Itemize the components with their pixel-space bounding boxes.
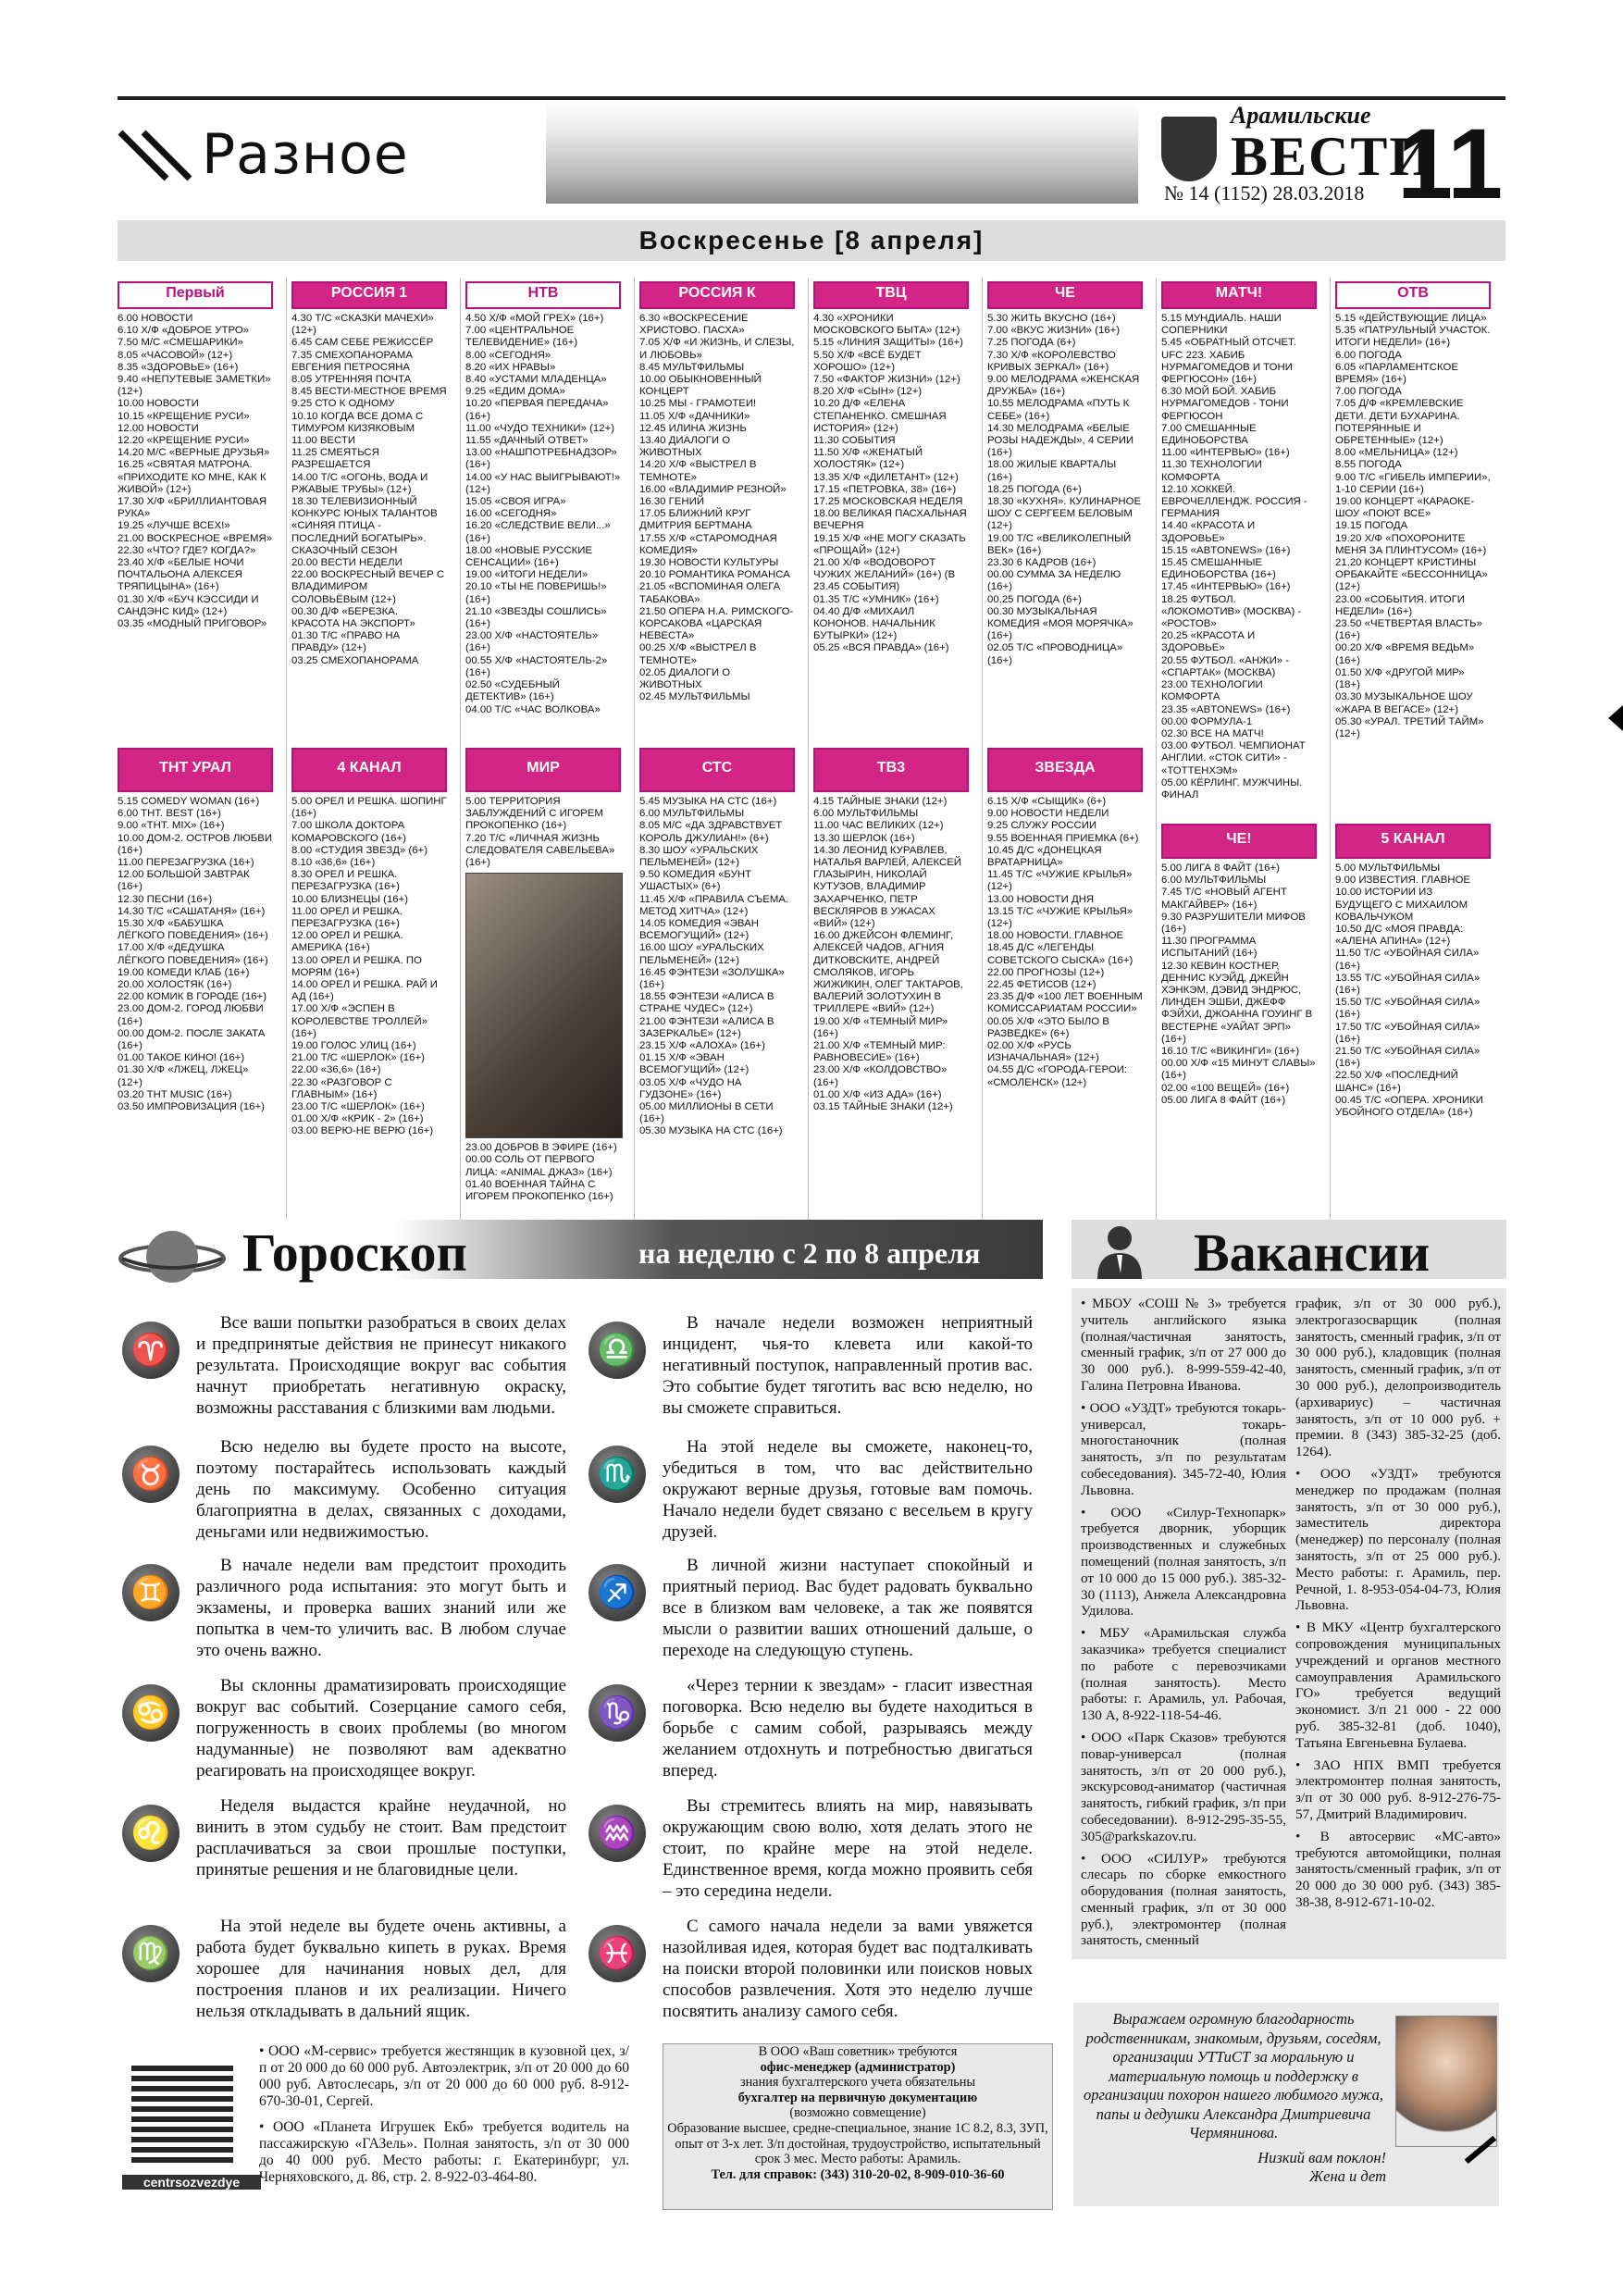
ad-line: офис-менеджер (администратор) [760, 2059, 956, 2075]
horoscope-libra-text: В начале недели возможен неприятный инцидент, чья-то клевета или какой-то негативный поступок, направленный против вас. Это событие будет тяготить вас всю неделю, но вы сможете справиться. [663, 1313, 1033, 1418]
channel-logo: 5 КАНАЛ [1335, 824, 1491, 859]
channel-logo: СТС [639, 748, 795, 792]
channel-logo: ЧЕ [987, 281, 1143, 309]
ad-vash-sovetnik [663, 2043, 1053, 2210]
channel-programs: 4.15 ТАЙНЫЕ ЗНАКИ (12+) 6.00 МУЛЬТФИЛЬМЫ 11.00 ЧАС ВЕЛИКИХ (12+) 13.30 ШЕРЛОК (16+) 14.30 ЛЕОНИД КУРАВЛЕВ, НАТАЛЬЯ ВАРЛЕЙ, АЛЕКСЕЙ ГЛАЗЫРИН, НИКОЛАЙ КУТУЗОВ, ВЛАДИМИР ЗАХАРЧЕНКО, ПЕТР ВЕСКЛЯРОВ В УЖАСАХ «ВИЙ» (12+) 16.00 ДЖЕЙСОН ФЛЕМИНГ, АЛЕКСЕЙ ЧАДОВ, АГНИЯ ДИТКОВСКИТЕ, АНДРЕЙ СМОЛЯКОВ, ИГОРЬ ЖИЖИКИН, ОЛЕГ ТАКТАРОВ, ВАЛЕРИЙ ЗОЛОТУХИН В ТРИЛЛЕРЕ «ВИЙ» (12+) 19.00 Х/Ф «ТЕМНЫЙ МИР» (16+) 21.00 Х/Ф «ТЕМНЫЙ МИР: РАВНОВЕСИЕ» (16+) 23.00 Х/Ф «КОЛДОВСТВО» (16+) 01.00 Х/Ф «ИЗ АДА» (16+) 03.15 ТАЙНЫЕ ЗНАКИ (12+) [813, 796, 963, 1113]
qr-label: centrsozvezdye [122, 2175, 261, 2190]
vacancy-item: • ООО «УЗДТ» требуются менеджер по продажам (полная занятость, з/п от 30 000 руб.), заместитель директора (менеджер) по персоналу (полная занятость, з/п от 25 000 руб.). Место работы: г. Арамиль, пер. Речной, 1. 8-953-054-04-73, Юлия Львовна. [1295, 1465, 1501, 1614]
channel-15 [1161, 824, 1317, 1224]
leo-icon: ♌ [122, 1805, 180, 1862]
column-divider [808, 278, 809, 1222]
channel-programs: 6.30 «ВОСКРЕСЕНИЕ ХРИСТОВО. ПАСХА» 7.05 Х/Ф «И ЖИЗНЬ, И СЛЕЗЫ, И ЛЮБОВЬ» 8.45 МУЛЬТФИЛЬМЫ 10.00 ОБЫКНОВЕННЫЙ КОНЦЕРТ 10.25 МЫ - ГРАМОТЕИ! 11.05 Х/Ф «ДАЧНИКИ» 12.45 ИЛИНА ЖИЗНЬ 13.40 ДИАЛОГИ О ЖИВОТНЫХ 14.20 Х/Ф «ВЫСТРЕЛ В ТЕМНОТЕ» 16.00 «ВЛАДИМИР РЕЗНОЙ» 16.30 ГЕНИЙ 17.05 БЛИЖНИЙ КРУГ ДМИТРИЯ БЕРТМАНА 17.55 Х/Ф «СТАРОМОДНАЯ КОМЕДИЯ» 19.30 НОВОСТИ КУЛЬТУРЫ 20.10 РОМАНТИКА РОМАНСА 21.05 «ВСПОМИНАЯ ОЛЕГА ТАБАКОВА» 21.50 ОПЕРА Н.А. РИМСКОГО-КОРСАКОВА «ЦАРСКАЯ НЕВЕСТА» 00.25 Х/Ф «ВЫСТРЕЛ В ТЕМНОТЕ» 02.05 ДИАЛОГИ О ЖИВОТНЫХ 02.45 МУЛЬТФИЛЬМЫ [639, 313, 795, 703]
horoscope-pisces-text: С самого начала недели за вами увяжется назойливая идея, которая будет вас подталкивать на поиски второй половинки или поисков новых способов развлечения. Хотя это неделю лучше посвятить анализу самого себя. [663, 1917, 1033, 2021]
channel-12 [639, 748, 795, 1224]
column-divider [1156, 278, 1157, 1222]
channel-3 [465, 281, 621, 744]
column-divider [286, 278, 287, 1222]
header-town-photo [546, 102, 1138, 204]
channel-programs: 5.15 МУНДИАЛЬ. НАШИ СОПЕРНИКИ 5.45 «ОБРАТНЫЙ ОТСЧЕТ. UFC 223. ХАБИБ НУРМАГОМЕДОВ И ТОНИ ФЕРГЮСОН» (16+) 6.30 МОЙ БОЙ. ХАБИБ НУРМАГОМЕДОВ - ТОНИ ФЕРГЮСОН 7.00 СМЕШАННЫЕ ЕДИНОБОРСТВА 11.00 «ИНТЕРВЬЮ» (16+) 11.30 ТЕХНОЛОГИИ КОМФОРТА 12.10 ХОККЕЙ. ЕВРОЧЕЛЛЕНДЖ. РОССИЯ - ГЕРМАНИЯ 14.40 «КРАСОТА И ЗДОРОВЬЕ» 15.15 «ABTONEWS» (16+) 15.45 СМЕШАННЫЕ ЕДИНОБОРСТВА (16+) 17.45 «ИНТЕРВЬЮ» (16+) 18.25 ФУТБОЛ. «ЛОКОМОТИВ» (МОСКВА) - «РОСТОВ» 20.25 «КРАСОТА И ЗДОРОВЬЕ» 20.55 ФУТБОЛ. «АНЖИ» - «СПАРТАК» (МОСКВА) 23.00 ТЕХНОЛОГИИ КОМФОРТА 23.35 «ABTONEWS» (16+) 00.00 ФОРМУЛА-1 02.30 ВСЕ НА МАТЧ! 03.00 ФУТБОЛ. ЧЕМПИОНАТ АНГЛИИ. «СТОК СИТИ» - «ТОТТЕНХЭМ» 05.00 КЁРЛИНГ. МУЖЧИНЫ. ФИНАЛ [1161, 313, 1307, 800]
town-emblem-icon [1161, 117, 1217, 181]
libra-icon: ♎ [588, 1322, 646, 1379]
vacancies-title: Вакансии [1194, 1222, 1431, 1283]
condolence-text [1081, 2010, 1386, 2187]
channel-programs: 5.45 МУЗЫКА НА СТС (16+) 6.00 МУЛЬТФИЛЬМЫ 8.05 М/С «ДА ЗДРАВСТВУЕТ КОРОЛЬ ДЖУЛИАН!» (6+) 8.30 ШОУ «УРАЛЬСКИХ ПЕЛЬМЕНЕЙ» (12+) 9.50 КОМЕДИЯ «БУНТ УШАСТЫХ» (6+) 11.45 Х/Ф «ПРАВИЛА СЪЕМА. МЕТОД ХИТЧА» (12+) 14.05 КОМЕДИЯ «ЭВАН ВСЕМОГУЩИЙ» (12+) 16.00 ШОУ «УРАЛЬСКИХ ПЕЛЬМЕНЕЙ» (12+) 16.45 ФЭНТЕЗИ «ЗОЛУШКА» (16+) 18.55 ФЭНТЕЗИ «АЛИСА В СТРАНЕ ЧУДЕС» (12+) 21.00 ФЭНТЕЗИ «АЛИСА В ЗАЗЕРКАЛЬЕ» (12+) 23.15 Х/Ф «АЛОХА» (16+) 01.15 Х/Ф «ЭВАН ВСЕМОГУЩИЙ» (12+) 03.05 Х/Ф «ЧУДО НА ГУДЗОНЕ» (16+) 05.00 МИЛЛИОНЫ В СЕТИ (16+) 05.30 МУЗЫКА НА СТС (16+) [639, 796, 789, 1137]
channel-programs: 4.30 «ХРОНИКИ МОСКОВСКОГО БЫТА» (12+) 5.15 «ЛИНИЯ ЗАЩИТЫ» (16+) 5.50 Х/Ф «ВСЁ БУДЕТ ХОРОШО» (12+) 7.50 «ФАКТОР ЖИЗНИ» (12+) 8.20 Х/Ф «СЫН» (12+) 10.20 Д/Ф «ЕЛЕНА СТЕПАНЕНКО. СМЕШНАЯ ИСТОРИЯ» (12+) 11.30 СОБЫТИЯ 11.50 Х/Ф «ЖЕНАТЫЙ ХОЛОСТЯК» (12+) 13.35 Х/Ф «ДИЛЕТАНТ» (12+) 17.15 «ПЕТРОВКА, 38» (16+) 17.25 МОСКОВСКАЯ НЕДЕЛЯ 18.00 ВЕЛИКАЯ ПАСХАЛЬНАЯ ВЕЧЕРНЯ 19.15 Х/Ф «НЕ МОГУ СКАЗАТЬ «ПРОЩАЙ» (12+) 21.00 Х/Ф «ВОДОВОРОТ ЧУЖИХ ЖЕЛАНИЙ» (16+) (В 23.45 СОБЫТИЯ) 01.35 Т/С «УМНИК» (16+) 04.40 Д/Ф «МИХАИЛ КОНОНОВ. НАЧАЛЬНИК БУТЫРКИ» (12+) 05.25 «ВСЯ ПРАВДА» (16+) [813, 313, 967, 654]
issue-info: № 14 (1152) 28.03.2018 [1164, 181, 1365, 205]
channel-programs: 5.00 ТЕРРИТОРИЯ ЗАБЛУЖДЕНИЙ С ИГОРЕМ ПРОКОПЕНКО (16+) 7.20 Т/С «ЛИЧНАЯ ЖИЗНЬ СЛЕДОВАТЕЛЯ САВЕЛЬЕВА» (16+) [465, 796, 615, 869]
vacancy-item: • ООО «СИЛУР» требуются слесарь по сборке емкостного оборудования (полная занятость, сменный график, з/п от 30 000 руб.), электромонтер (полная занятость, сменный [1081, 1850, 1286, 1949]
horoscope-title: Гороскоп [242, 1222, 467, 1283]
channel-8 [1335, 281, 1491, 818]
channel-programs: 5.30 ЖИТЬ ВКУСНО (16+) 7.00 «ВКУС ЖИЗНИ» (16+) 7.25 ПОГОДА (6+) 7.30 Х/Ф «КОРОЛЕВСТВО КРИВЫХ ЗЕРКАЛ» (16+) 9.00 МЕЛОДРАМА «ЖЕНСКАЯ ДРУЖБА» (16+) 10.55 МЕЛОДРАМА «ПУТЬ К СЕБЕ» (16+) 14.30 МЕЛОДРАМА «БЕЛЫЕ РОЗЫ НАДЕЖДЫ», 4 СЕРИИ (16+) 18.00 ЖИЛЫЕ КВАРТАЛЫ (16+) 18.25 ПОГОДА (6+) 18.30 «КУХНЯ». КУЛИНАРНОЕ ШОУ С СЕРГЕЕМ БЕЛОВЫМ (12+) 19.00 Т/С «ВЕЛИКОЛЕПНЫЙ ВЕК» (16+) 23.30 6 КАДРОВ (16+) 00.00 СУММА ЗА НЕДЕЛЮ (16+) 00.25 ПОГОДА (6+) 00.30 МУЗЫКАЛЬНАЯ КОМЕДИЯ «МОЯ МОРЯЧКА» (16+) 02.05 Т/С «ПРОВОДНИЦА» (16+) [987, 313, 1142, 666]
channel-1 [118, 281, 273, 744]
aries-icon: ♈ [122, 1322, 180, 1379]
horoscope-cancer-text: Вы склонны драматизировать происходящие вокруг вас событий. Созерцание самого себя, погруженность в своих проблемы (во многом надуманные) не позволяют вам адекватно реагировать на происходящее вокруг. [196, 1676, 566, 1781]
vacancy-item: • ООО «УЗДТ» требуются токарь-универсал, токарь-многостаночник (полная занятость, з/п по результатам собеседования). 345-72-40, Юлия Львовна. [1081, 1399, 1286, 1498]
ad-planeta-igrushek: • ООО «Планета Игрушек Екб» требуется водитель на пассажирскую «ГАЗель». Полная занятость, з/п от 30 000 до 40 000 руб. Место работы: г. Екатеринбург, ул. Черняховского, д. 86, стр. 2. 8-922-03-464-80. [259, 2119, 629, 2185]
horoscope-subtitle: на неделю с 2 по 8 апреля [638, 1236, 981, 1270]
condolence-sign: Жена и дет [1309, 2167, 1386, 2185]
channel-13 [813, 748, 969, 1224]
channel-logo: МИР [465, 748, 621, 792]
horoscope-virgo-text: На этой неделе вы будете очень активны, а работа будет буквально кипеть в руках. Время хорошее для начинания новых дел, для построения планов и их реализации. Ничего нельзя откладывать в дальний ящик. [196, 1917, 566, 2021]
vacancy-item: • МБУ «Арамильская служба заказчика» требуется специалист по работе с перевозчиками (полная занятость). Место работы: г. Арамиль, ул. Рабочая, 130 А, 8-922-118-54-46. [1081, 1625, 1286, 1724]
channel-logo: РОССИЯ К [639, 281, 795, 309]
channel-7 [1161, 281, 1317, 800]
vacancy-item: • В автосервис «МС-авто» требуются автомойщики, полная занятость/сменный график, з/п от 20 000 до 30 000 руб. (343) 385-38-38, 8-912-671-10-02. [1295, 1828, 1501, 1910]
channel-logo: ТВ3 [813, 748, 969, 792]
page-number: 11 [1397, 107, 1504, 219]
channel-9 [118, 748, 273, 1224]
aquarius-icon: ♒ [588, 1805, 646, 1862]
channel-16 [1335, 824, 1491, 1224]
channel-logo: Первый [118, 281, 273, 309]
actor-photo [465, 873, 623, 1138]
vacancy-item: • В МКУ «Центр бухгалтерского сопровождения муниципальных учреждений и органов местного самоуправления Арамильского ГО» требуется ведущий экономист. З/п 21 000 - 22 000 руб. 385-32-81 (доб. 1040), Татьяна Евгеньевна Булаева. [1295, 1620, 1501, 1751]
businessman-icon [1092, 1222, 1147, 1279]
column-divider [1330, 278, 1331, 1222]
vacancy-item: • ЗАО НПХ ВМП требуется электромонтер полная занятость, з/п от 30 000 руб. 8-912-276-75-57, Дмитрий Владимирович. [1295, 1756, 1501, 1822]
channel-14 [987, 748, 1143, 1224]
ad-m-service: • ООО «М-сервис» требуется жестянщик в кузовной цех, з/п от 20 000 до 60 000 руб. Автоэлектрик, з/п от 20 000 до 60 000 руб. Автослесарь, з/п от 20 000 до 60 000 руб. 8-912-670-30-01, Сергей. [259, 2043, 629, 2109]
condolence-bow: Низкий вам поклон! [1258, 2148, 1386, 2166]
channel-4 [639, 281, 795, 744]
double-slash-icon [116, 128, 199, 183]
channel-programs: 4.30 Т/С «СКАЗКИ МАЧЕХИ» (12+) 6.45 САМ СЕБЕ РЕЖИССЁР 7.35 СМЕХОПАНОРАМА ЕВГЕНИЯ ПЕТРОСЯНА 8.05 УТРЕННЯЯ ПОЧТА 8.45 ВЕСТИ-МЕСТНОЕ ВРЕМЯ 9.25 СТО К ОДНОМУ 10.10 КОГДА ВСЕ ДОМА С ТИМУРОМ КИЗЯКОВЫМ 11.00 ВЕСТИ 11.25 СМЕЯТЬСЯ РАЗРЕШАЕТСЯ 14.00 Т/С «ОГОНЬ, ВОДА И РЖАВЫЕ ТРУБЫ» (12+) 18.30 ТЕЛЕВИЗИОННЫЙ КОНКУРС ЮНЫХ ТАЛАНТОВ «СИНЯЯ ПТИЦА - ПОСЛЕДНИЙ БОГАТЫРЬ». СКАЗОЧНЫЙ СЕЗОН 20.00 ВЕСТИ НЕДЕЛИ 22.00 ВОСКРЕСНЫЙ ВЕЧЕР С ВЛАДИМИРОМ СОЛОВЬЁВЫМ (12+) 00.30 Д/Ф «БЕРЕЗКА. КРАСОТА НА ЭКСПОРТ» 01.30 Т/С «ПРАВО НА ПРАВДУ» (12+) 03.25 СМЕХОПАНОРАМА [291, 313, 447, 666]
cancer-icon: ♋ [122, 1684, 180, 1742]
condolence-message: Выражаем огромную благодарность родственникам, знакомым, друзьям, соседям, организации УТТиСТ за моральную и материальную помощь и поддержку в организации похорон нашего любимого мужа, папы и дедушки Александра Дмитриевича Чермянинова. [1083, 2010, 1384, 2141]
channel-logo: ТНТ УРАЛ [118, 748, 273, 792]
deceased-photo [1395, 2016, 1497, 2147]
channel-logo: РОССИЯ 1 [291, 281, 447, 309]
page-arrow-icon [1608, 705, 1623, 731]
taurus-icon: ♉ [122, 1446, 180, 1503]
ad-line: Образование высшее, средне-специальное, знание 1С 8.2, 8.3, ЗУП, опыт от 3-х лет. З/п достойная, трудоустройство, испытательный срок 3 мес. Место работы: Арамиль. [667, 2120, 1048, 2167]
horoscope-sagittarius-text: В личной жизни наступает спокойный и приятный период. Вас будет радовать буквально все в близком вам человеке, а так же появятся мысли о развитии ваших отношений дальше, о переходе на следующую ступень. [663, 1556, 1033, 1660]
vacancy-item: • МБОУ «СОШ № 3» требуется учитель английского языка (полная/частичная занятость, сменный график, з/п от 27 000 до 30 000 руб.). 8-999-559-42-40, Галина Петровна Иванова. [1081, 1296, 1286, 1394]
pisces-icon: ♓ [588, 1925, 646, 1982]
channel-logo: 4 КАНАЛ [291, 748, 447, 792]
channel-programs: 6.00 НОВОСТИ 6.10 Х/Ф «ДОБРОЕ УТРО» 7.50 М/С «СМЕШАРИКИ» 8.05 «ЧАСОВОЙ» (12+) 8.35 «ЗДОРОВЬЕ» (16+) 9.40 «НЕПУТЕВЫЕ ЗАМЕТКИ» (12+) 10.00 НОВОСТИ 10.15 «КРЕЩЕНИЕ РУСИ» 12.00 НОВОСТИ 12.20 «КРЕЩЕНИЕ РУСИ» 14.20 М/С «ВЕРНЫЕ ДРУЗЬЯ» 16.25 «СВЯТАЯ МАТРОНА. «ПРИХОДИТЕ КО МНЕ, КАК К ЖИВОЙ» (12+) 17.30 Х/Ф «БРИЛЛИАНТОВАЯ РУКА» 19.25 «ЛУЧШЕ ВСЕХ!» 21.00 ВОСКРЕСНОЕ «ВРЕМЯ» 22.30 «ЧТО? ГДЕ? КОГДА?» 23.40 Х/Ф «БЕЛЫЕ НОЧИ ПОЧТАЛЬОНА АЛЕКСЕЯ ТРЯПИЦЫНА» (16+) 01.30 Х/Ф «БУЧ КЭССИДИ И САНДЭНС КИД» (12+) 03.35 «МОДНЫЙ ПРИГОВОР» [118, 313, 273, 630]
ad-line: знания бухгалтерского учета обязательны [739, 2075, 976, 2091]
channel-2 [291, 281, 447, 744]
channel-6 [987, 281, 1143, 744]
column-divider [634, 278, 635, 1222]
gemini-icon: ♊ [122, 1564, 180, 1621]
horoscope-leo-text: Неделя выдастся крайне неудачной, но винить в этом судьбу не стоит. Вам предстоит расплачиваться за свои прошлые поступки, принятые решения и не благовидные цели. [196, 1796, 566, 1880]
channel-logo: ТВЦ [813, 281, 969, 309]
horoscope-gemini-text: В начале недели вам предстоит проходить различного рода испытания: это могут быть и экзамены, и проверка ваших знаний или же попытка в чем-то уличить вас. В любом случае это очень важно. [196, 1556, 566, 1660]
ad-line: (возможно совмещение) [789, 2105, 926, 2121]
horoscope-taurus-text: Всю неделю вы будете просто на высоте, поэтому постарайтесь использовать каждый день по максимуму. Особенно ситуация благоприятна в делах, связанных с доходами, деньгами или недвижимостью. [196, 1437, 566, 1542]
ad-phone: Тел. для справок: (343) 310-20-02, 8-909-010-36-60 [711, 2166, 1005, 2182]
channel-logo: ОТВ [1335, 281, 1491, 309]
channel-programs: 4.50 Х/Ф «МОЙ ГРЕХ» (16+) 7.00 «ЦЕНТРАЛЬНОЕ ТЕЛЕВИДЕНИЕ» (16+) 8.00 «СЕГОДНЯ» 8.20 «ИХ НРАВЫ» 8.40 «УСТАМИ МЛАДЕНЦА» 9.25 «ЕДИМ ДОМА» 10.20 «ПЕРВАЯ ПЕРЕДАЧА» (16+) 11.00 «ЧУДО ТЕХНИКИ» (12+) 11.55 «ДАЧНЫЙ ОТВЕТ» 13.00 «НАШПОТРЕБНАДЗОР» (16+) 14.00 «У НАС ВЫИГРЫВАЮТ!» (12+) 15.05 «СВОЯ ИГРА» 16.00 «СЕГОДНЯ» 16.20 «СЛЕДСТВИЕ ВЕЛИ...» (16+) 18.00 «НОВЫЕ РУССКИЕ СЕНСАЦИИ» (16+) 19.00 «ИТОГИ НЕДЕЛИ» 20.10 «ТЫ НЕ ПОВЕРИШЬ!» (16+) 21.10 «ЗВЕЗДЫ СОШЛИСЬ» (16+) 23.00 Х/Ф «НАСТОЯТЕЛЬ» (16+) 00.55 Х/Ф «НАСТОЯТЕЛЬ-2» (16+) 02.50 «СУДЕБНЫЙ ДЕТЕКТИВ» (16+) 04.00 Т/С «ЧАС ВОЛКОВА» [465, 313, 621, 715]
virgo-icon: ♍ [122, 1925, 180, 1982]
channel-11 [465, 748, 621, 1224]
vacancies-column-2 [1295, 1296, 1501, 1917]
channel-logo: НТВ [465, 281, 621, 309]
saturn-icon [117, 1220, 228, 1294]
column-divider [460, 278, 461, 1222]
channel-programs: 5.00 ОРЕЛ И РЕШКА. ШОПИНГ (16+) 7.00 ШКОЛА ДОКТОРА КОМАРОВСКОГО (16+) 8.00 «СТУДИЯ ЗВЕЗД» (6+) 8.10 «36,6» (16+) 8.30 ОРЕЛ И РЕШКА. ПЕРЕЗАГРУЗКА (16+) 10.00 БЛИЗНЕЦЫ (16+) 11.00 ОРЕЛ И РЕШКА. ПЕРЕЗАГРУЗКА (16+) 12.00 ОРЕЛ И РЕШКА. АМЕРИКА (16+) 13.00 ОРЕЛ И РЕШКА. ПО МОРЯМ (16+) 14.00 ОРЕЛ И РЕШКА. РАЙ И АД (16+) 17.00 Х/Ф «ЭСПЕН В КОРОЛЕВСТВЕ ТРОЛЛЕЙ» (16+) 19.00 ГОЛОС УЛИЦ (16+) 21.00 Т/С «ШЕРЛОК» (16+) 22.00 «36,6» (16+) 22.30 «РАЗГОВОР С ГЛАВНЫМ» (16+) 23.00 Т/С «ШЕРЛОК» (16+) 01.00 Х/Ф «КРИК - 2» (16+) 03.00 ВЕРЮ-НЕ ВЕРЮ (16+) [291, 796, 447, 1137]
qr-code[interactable] [131, 2061, 233, 2163]
channel-programs-late: 23.00 ДОБРОВ В ЭФИРЕ (16+) 00.00 СОЛЬ ОТ ПЕРВОГО ЛИЦА: «ANIMAL ДЖАЗ» (16+) 01.40 ВОЕННАЯ ТАЙНА С ИГОРЕМ ПРОКОПЕНКО (16+) [465, 1142, 617, 1203]
vacancy-item: • ООО «Парк Сказов» требуются повар-универсал (полная занятость, з/п от 20 000 руб.), экскурсовод-аниматор (частичная занятость, гибкий график, з/п при собеседовании). 8-912-295-35-55, 305@parkskazov.ru. [1081, 1729, 1286, 1844]
channel-programs: 5.15 «ДЕЙСТВУЮЩИЕ ЛИЦА» 5.35 «ПАТРУЛЬНЫЙ УЧАСТОК. ИТОГИ НЕДЕЛИ» (16+) 6.00 ПОГОДА 6.05 «ПАРЛАМЕНТСКОЕ ВРЕМЯ» (16+) 7.00 ПОГОДА 7.05 Д/Ф «КРЕМЛЕВСКИЕ ДЕТИ. ДЕТИ БУХАРИНА. ПОТЕРЯННЫЕ И ОБРЕТЕННЫЕ» (12+) 8.00 «МЕЛЬНИЦА» (12+) 8.55 ПОГОДА 9.00 Т/С «ГИБЕЛЬ ИМПЕРИИ», 1-10 СЕРИИ (16+) 19.00 КОНЦЕРТ «КАРАОКЕ-ШОУ «ПОЮТ ВСЕ» 19.15 ПОГОДА 19.20 Х/Ф «ПОХОРОНИТЕ МЕНЯ ЗА ПЛИНТУСОМ» (16+) 21.20 КОНЦЕРТ КРИСТИНЫ ОРБАКАЙТЕ «БЕССОННИЦА» (12+) 23.00 «СОБЫТИЯ. ИТОГИ НЕДЕЛИ» (16+) 23.50 «ЧЕТВЕРТАЯ ВЛАСТЬ» (16+) 00.20 Х/Ф «ВРЕМЯ ВЕДЬМ» (16+) 01.50 Х/Ф «ДРУГОЙ МИР» (18+) 03.30 МУЗЫКАЛЬНОЕ ШОУ «ЖАРА В ВЕГАСЕ» (12+) 05.30 «УРАЛ. ТРЕТИЙ ТАЙМ» (12+) [1335, 313, 1491, 739]
horoscope-aquarius-text: Вы стремитесь влиять на мир, навязывать окружающим свою волю, хотя делать этого не стоит, по крайне мере на этой неделе. Единственное время, когда можно проявить себя – это середина недели. [663, 1796, 1033, 1901]
section-title: Разное [202, 122, 409, 187]
header-rule [118, 96, 1505, 100]
channel-programs: 5.15 COMEDY WOMAN (16+) 6.00 THT. BEST (16+) 9.00 «ТНТ. MIX» (16+) 10.00 ДОМ-2. ОСТРОВ ЛЮБВИ (16+) 11.00 ПЕРЕЗАГРУЗКА (16+) 12.00 БОЛЬШОЙ ЗАВТРАК (16+) 12.30 ПЕСНИ (16+) 14.30 Т/С «САШАТАНЯ» (16+) 15.30 Х/Ф «БАБУШКА ЛЁГКОГО ПОВЕДЕНИЯ» (16+) 17.00 Х/Ф «ДЕДУШКА ЛЁГКОГО ПОВЕДЕНИЯ» (16+) 19.00 КОМЕДИ КЛАБ (16+) 20.00 ХОЛОСТЯК (16+) 22.00 КОМИК В ГОРОДЕ (16+) 23.00 ДОМ-2. ГОРОД ЛЮБВИ (16+) 00.00 ДОМ-2. ПОСЛЕ ЗАКАТА (16+) 01.00 ТАКОЕ КИНО! (16+) 01.30 Х/Ф «ЛЖЕЦ, ЛЖЕЦ» (12+) 03.20 THT MUSIC (16+) 03.50 ИМПРОВИЗАЦИЯ (16+) [118, 796, 273, 1113]
ad-line: бухгалтер на первичную документацию [737, 2090, 978, 2105]
channel-logo: ЧЕ! [1161, 824, 1317, 859]
masthead-subtitle: Арамильские [1231, 102, 1371, 129]
vacancy-item: • ООО «Силур-Технопарк» требуется дворник, уборщик производственных и служебных помещений (полная занятость, з/п от 10 000 до 15 000 руб.). 385-32-30 (1113), Анжела Александровна Удилова. [1081, 1504, 1286, 1620]
sagittarius-icon: ♐ [588, 1564, 646, 1621]
channel-logo: МАТЧ! [1161, 281, 1317, 309]
column-divider [982, 278, 983, 1222]
channel-logo: ЗВЕЗДА [987, 748, 1143, 792]
channel-programs: 5.00 ЛИГА 8 ФАЙТ (16+) 6.00 МУЛЬТФИЛЬМЫ 7.45 Т/С «НОВЫЙ АГЕНТ МАКГАЙВЕР» (16+) 9.30 РАЗРУШИТЕЛИ МИФОВ (16+) 11.30 ПРОГРАММА ИСПЫТАНИЙ (16+) 12.30 КЕВИН КОСТНЕР, ДЕННИС КУЭЙД, ДЖЕЙН ХЭНКЭМ, ДЭВИД ЭНДРЮС, ЛИНДЕН ЭШБИ, ДЖЕФФ ФЭЙХИ, ДЖОАННА ГОУИНГ В ВЕСТЕРНЕ «УАЙАТ ЭРП» (16+) 16.10 Т/С «ВИКИНГИ» (16+) 00.00 Х/Ф «15 МИНУТ СЛАВЫ» (16+) 02.00 «100 ВЕЩЕЙ» (16+) 05.00 ЛИГА 8 ФАЙТ (16+) [1161, 863, 1316, 1106]
vacancy-item: график, з/п от 30 000 руб.), электрогазосварщик (полная занятость, сменный график, з/п от 30 000 руб.), кладовщик (полная занятость, сменный график, з/п от 30 000 руб.), делопроизводитель (архивариус) – частичная занятость, з/п от 10 000 руб. + премии. 8 (343) 385-32-25 (доб. 1264). [1295, 1296, 1501, 1460]
vacancies-column-1 [1081, 1296, 1286, 1955]
horoscope-capricorn-text: «Через тернии к звездам» - гласит известная поговорка. Всю неделю вы будете находиться в борьбе с самим собой, разрываясь между желанием отдохнуть и потребностью двигаться вперед. [663, 1676, 1033, 1781]
horoscope-scorpio-text: На этой неделе вы сможете, наконец-то, убедиться в том, что вас действительно окружают верные друзья, готовые вам помочь. Начало недели будет связано с весельем в кругу друзей. [663, 1437, 1033, 1542]
channel-programs: 6.15 Х/Ф «СЫЩИК» (6+) 9.00 НОВОСТИ НЕДЕЛИ 9.25 СЛУЖУ РОССИИ 9.55 ВОЕННАЯ ПРИЕМКА (6+) 10.45 Д/С «ДОНЕЦКАЯ ВРАТАРНИЦА» 11.45 Т/С «ЧУЖИЕ КРЫЛЬЯ» (12+) 13.00 НОВОСТИ ДНЯ 13.15 Т/С «ЧУЖИЕ КРЫЛЬЯ» (12+) 18.00 НОВОСТИ. ГЛАВНОЕ 18.45 Д/С «ЛЕГЕНДЫ СОВЕТСКОГО СЫСКА» (16+) 22.00 ПРОГНОЗЫ (12+) 22.45 ФЕТИСОВ (12+) 23.35 Д/Ф «100 ЛЕТ ВОЕННЫМ КОМИССАРИАТАМ РОССИИ» 00.05 Х/Ф «ЭТО БЫЛО В РАЗВЕДКЕ» (6+) 02.00 Х/Ф «РУСЬ ИЗНАЧАЛЬНАЯ» (12+) 04.55 Д/С «ГОРОДА-ГЕРОИ: «СМОЛЕНСК» (12+) [987, 796, 1143, 1088]
ad-line: В ООО «Ваш советник» требуются [758, 2044, 958, 2059]
scorpio-icon: ♏ [588, 1446, 646, 1503]
tv-day-header: Воскресенье [8 апреля] [118, 220, 1505, 261]
channel-5 [813, 281, 969, 744]
capricorn-icon: ♑ [588, 1684, 646, 1742]
channel-programs: 5.00 МУЛЬТФИЛЬМЫ 9.00 ИЗВЕСТИЯ. ГЛАВНОЕ 10.00 ИСТОРИИ ИЗ БУДУЩЕГО С МИХАИЛОМ КОВАЛЬЧУКОМ 10.50 Д/С «МОЯ ПРАВДА: «АЛЕНА АПИНА» (12+) 11.50 Т/С «УБОЙНАЯ СИЛА» (16+) 13.55 Т/С «УБОЙНАЯ СИЛА» (16+) 15.50 Т/С «УБОЙНАЯ СИЛА» (16+) 17.50 Т/С «УБОЙНАЯ СИЛА» (16+) 21.50 Т/С «УБОЙНАЯ СИЛА» (16+) 22.50 Х/Ф «ПОСЛЕДНИЙ ШАНС» (16+) 00.45 Т/С «ОПЕРА. ХРОНИКИ УБОЙНОГО ОТДЕЛА» (16+) [1335, 863, 1483, 1119]
masthead-title: ВЕСТИ [1231, 126, 1435, 187]
channel-10 [291, 748, 447, 1224]
horoscope-aries-text: Все ваши попытки разобраться в своих делах и предпринятые действия не принесут никакого результата. Происходящие вокруг вас события начнут приобретать негативную окраску, возможны расставания с близкими вам людьми. [196, 1313, 566, 1418]
